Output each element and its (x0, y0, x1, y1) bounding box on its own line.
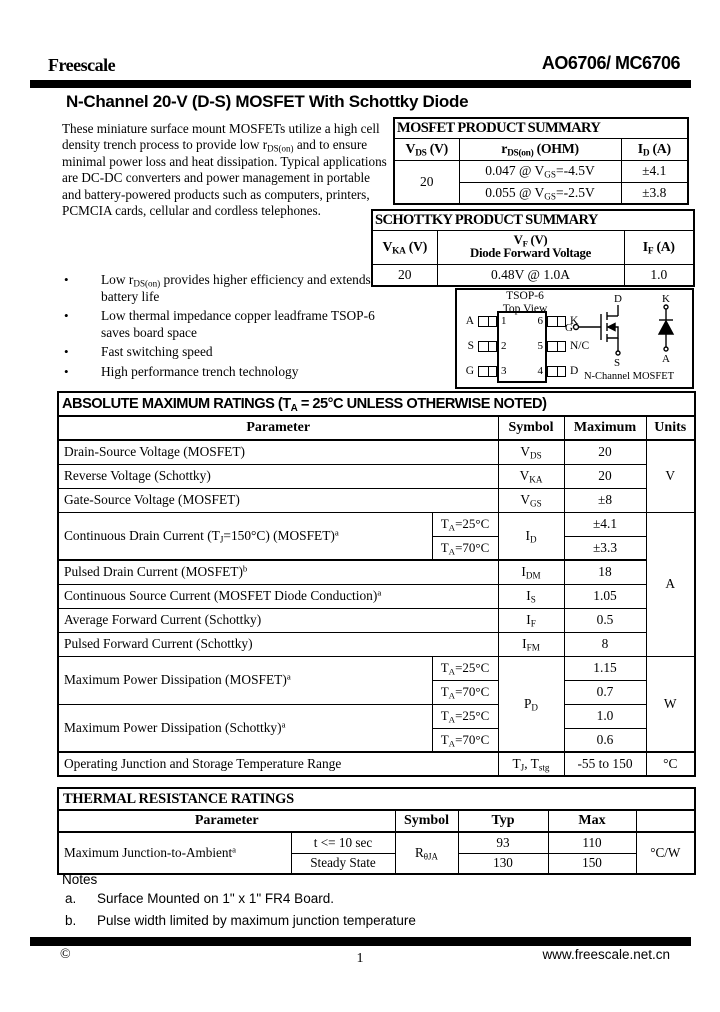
symbol-vds: $V_{DS}$ (498, 440, 564, 464)
cell-id-2: ±3.8 (621, 182, 688, 204)
param-vka: Reverse Voltage (Schottky) (58, 464, 498, 488)
bullet-icon: • (64, 363, 69, 379)
page-title: N-Channel 20-V (D-S) MOSFET With Schottky Diode (66, 92, 469, 111)
pin-stub-1 (478, 316, 497, 327)
pin-stub-6 (547, 316, 566, 327)
pin-stub-5 (547, 341, 566, 352)
max-if: 0.5 (564, 608, 646, 632)
thermal-title: THERMAL RESISTANCE RATINGS (58, 788, 695, 810)
feature-text: Low thermal impedance copper leadframe TSOP-6 saves board space (101, 308, 375, 340)
pin-number-4: 4 (537, 365, 543, 377)
symbol-pd: $P_D$ (498, 656, 564, 752)
max-id-25c: ±4.1 (564, 512, 646, 536)
absolute-maximum-ratings-table (57, 391, 696, 777)
bullet-icon: • (64, 344, 69, 359)
cond-id-70c: $T_A=70^\circ C$ (432, 536, 498, 560)
symbol-label-drain: D (614, 293, 622, 305)
max-is: 1.05 (564, 584, 646, 608)
typ-10sec: 93 (458, 832, 548, 853)
feature-list (64, 272, 394, 383)
max-vds: 20 (564, 440, 646, 464)
mosfet-summary-title: MOSFET PRODUCT SUMMARY (394, 118, 688, 138)
vf-header-line1: $V_F$ (V) (513, 232, 548, 248)
note-text: Surface Mounted on 1" x 1" FR4 Board. (97, 891, 334, 906)
pin-number-6: 6 (537, 315, 543, 327)
max-pdm-70c: 0.7 (564, 680, 646, 704)
bottom-divider-bar (30, 937, 691, 946)
cell-if-value: 1.0 (624, 264, 694, 286)
symbol-if: $I_F$ (498, 608, 564, 632)
max-pds-70c: 0.6 (564, 728, 646, 752)
param-ifm: Pulsed Forward Current (Schottky) (58, 632, 498, 656)
symbol-temp: $T_J$, $T_{stg}$ (498, 752, 564, 776)
symbol-label-source: S (614, 357, 621, 369)
note-item-b (65, 913, 625, 928)
param-junction-ambient: Maximum Junction-to-Ambient$^a$ (58, 832, 291, 874)
pin-number-3: 3 (501, 365, 507, 377)
symbol-caption: N-Channel MOSFET (583, 371, 675, 382)
max-temp: -55 to 150 (564, 752, 646, 776)
copyright-symbol: © (60, 947, 71, 962)
cond-pdm-70c: $T_A=70^\circ C$ (432, 680, 498, 704)
notes-list (65, 891, 625, 935)
col-header-max: Max (548, 810, 636, 832)
col-header-id: $I_D$ (A) (621, 138, 688, 160)
pin-number-1: 1 (501, 315, 507, 327)
page-number: 1 (356, 951, 364, 966)
feature-text: High performance trench technology (101, 363, 299, 379)
pin-label-nc: N/C (570, 340, 590, 352)
cond-id-25c: $T_A=25^\circ C$ (432, 512, 498, 536)
package-name-line2: Top View (502, 302, 548, 315)
pin-stub-3 (478, 366, 497, 377)
symbol-label-cathode: K (662, 293, 670, 305)
col-header-if: $I_F$ (A) (624, 230, 694, 264)
units-cw: °C/W (636, 832, 695, 874)
param-idm: Pulsed Drain Current (MOSFET)$^b$ (58, 560, 498, 584)
pin-label-g: G (465, 365, 474, 377)
cell-vka-value: 20 (372, 264, 437, 286)
units-v: V (646, 440, 695, 512)
cond-10sec: t <= 10 sec (291, 832, 395, 853)
cell-vf-value: 0.48V @ 1.0A (437, 264, 624, 286)
param-id: Continuous Drain Current $(T_J=150^\circ C)$ (MOSFET)$^a$ (58, 512, 432, 560)
feature-item (64, 272, 394, 305)
thermal-resistance-table (57, 787, 696, 875)
col-header-vf (437, 230, 624, 264)
symbol-idm: $I_{DM}$ (498, 560, 564, 584)
bullet-icon: • (64, 308, 69, 323)
cond-pds-25c: $T_A=25^\circ C$ (432, 704, 498, 728)
pin-label-a: A (465, 315, 474, 327)
cond-pdm-25c: $T_A=25^\circ C$ (432, 656, 498, 680)
col-header-units: Units (646, 416, 695, 440)
param-vds: Drain-Source Voltage (MOSFET) (58, 440, 498, 464)
cond-steady: Steady State (291, 853, 395, 874)
col-header-parameter: Parameter (58, 810, 395, 832)
param-pd-mosfet: Maximum Power Dissipation (MOSFET)$^a$ (58, 656, 432, 704)
pin-label-d: D (570, 365, 579, 377)
bullet-icon: • (64, 272, 69, 287)
units-a: A (646, 512, 695, 656)
typ-steady: 130 (458, 853, 548, 874)
symbol-id: $I_D$ (498, 512, 564, 560)
max-idm: 18 (564, 560, 646, 584)
symbol-label-gate: G (565, 322, 573, 334)
cond-pds-70c: $T_A=70^\circ C$ (432, 728, 498, 752)
max-10sec: 110 (548, 832, 636, 853)
mosfet-schottky-symbol-icon (565, 292, 690, 370)
max-pdm-25c: 1.15 (564, 656, 646, 680)
mosfet-summary-table (393, 117, 689, 205)
pin-stub-2 (478, 341, 497, 352)
brand-name: Freescale (48, 55, 116, 75)
feature-text: Low $r_{DS(on)}$ provides higher efficiency and extends battery life (101, 272, 371, 304)
max-vgs: ±8 (564, 488, 646, 512)
symbol-rthja: $R_{\theta JA}$ (395, 832, 458, 874)
symbol-vka: $V_{KA}$ (498, 464, 564, 488)
max-vka: 20 (564, 464, 646, 488)
symbol-is: $I_S$ (498, 584, 564, 608)
feature-item (64, 364, 394, 381)
units-temp: °C (646, 752, 695, 776)
description-paragraph: These miniature surface mount MOSFETs utilize a high cell density trench process to provide low $r_{DS(on)}$ and to ensure minimal power loss and heat dissipation. Typical applications are DC-DC converters and power management in portable and battery-powered products such as computers, printers, PCMCIA cards, cellular and cordless telephones. (62, 121, 387, 219)
note-item-a (65, 891, 625, 906)
pin-label-s: S (467, 340, 474, 352)
col-header-typ: Typ (458, 810, 548, 832)
cell-rdson-1: 0.047 @ $V_{GS}=-4.5V$ (459, 160, 621, 182)
param-vgs: Gate-Source Voltage (MOSFET) (58, 488, 498, 512)
col-header-parameter: Parameter (58, 416, 498, 440)
col-header-symbol: Symbol (498, 416, 564, 440)
schottky-summary-title: SCHOTTKY PRODUCT SUMMARY (372, 210, 694, 230)
pin-label-k: K (570, 315, 579, 327)
cell-rdson-2: 0.055 @ $V_{GS}=-2.5V$ (459, 182, 621, 204)
package-name-line1: TSOP-6 (506, 290, 544, 302)
param-pd-schottky: Maximum Power Dissipation (Schottky)$^a$ (58, 704, 432, 752)
param-temp-range: Operating Junction and Storage Temperature Range (58, 752, 498, 776)
note-label: b. (65, 913, 77, 928)
notes-heading: Notes (62, 872, 98, 887)
param-if: Average Forward Current (Schottky) (58, 608, 498, 632)
units-w: W (646, 656, 695, 752)
col-header-vka: $V_{KA}$ (V) (372, 230, 437, 264)
website-text: www.freescale.net.cn (542, 947, 670, 962)
part-number: AO6706/ MC6706 (541, 53, 680, 73)
abs-max-title: ABSOLUTE MAXIMUM RATINGS ($T_A = 25^\circ C$ UNLESS OTHERWISE NOTED) (58, 392, 695, 416)
col-header-symbol: Symbol (395, 810, 458, 832)
feature-text: Fast switching speed (101, 344, 213, 359)
cell-vds-value: 20 (394, 160, 459, 204)
note-label: a. (65, 891, 77, 906)
symbol-ifm: $I_{FM}$ (498, 632, 564, 656)
cell-id-1: ±4.1 (621, 160, 688, 182)
symbol-vgs: $V_{GS}$ (498, 488, 564, 512)
max-pds-25c: 1.0 (564, 704, 646, 728)
col-header-maximum: Maximum (564, 416, 646, 440)
pin-number-2: 2 (501, 340, 507, 352)
pin-number-5: 5 (537, 340, 543, 352)
feature-item (64, 308, 394, 341)
pin-stub-4 (547, 366, 566, 377)
symbol-label-anode: A (662, 353, 670, 365)
param-is: Continuous Source Current (MOSFET Diode Conduction)$^a$ (58, 584, 498, 608)
max-steady: 150 (548, 853, 636, 874)
col-header-blank (636, 810, 695, 832)
col-header-rdson: $r_{DS(on)}$ (OHM) (459, 138, 621, 160)
top-divider-bar (30, 80, 691, 88)
schottky-summary-table (371, 209, 695, 287)
feature-item (64, 344, 394, 361)
vf-header-line2: Diode Forward Voltage (470, 246, 591, 260)
max-ifm: 8 (564, 632, 646, 656)
max-id-70c: ±3.3 (564, 536, 646, 560)
col-header-vds: $V_{DS}$ (V) (394, 138, 459, 160)
note-text: Pulse width limited by maximum junction temperature (97, 913, 416, 928)
